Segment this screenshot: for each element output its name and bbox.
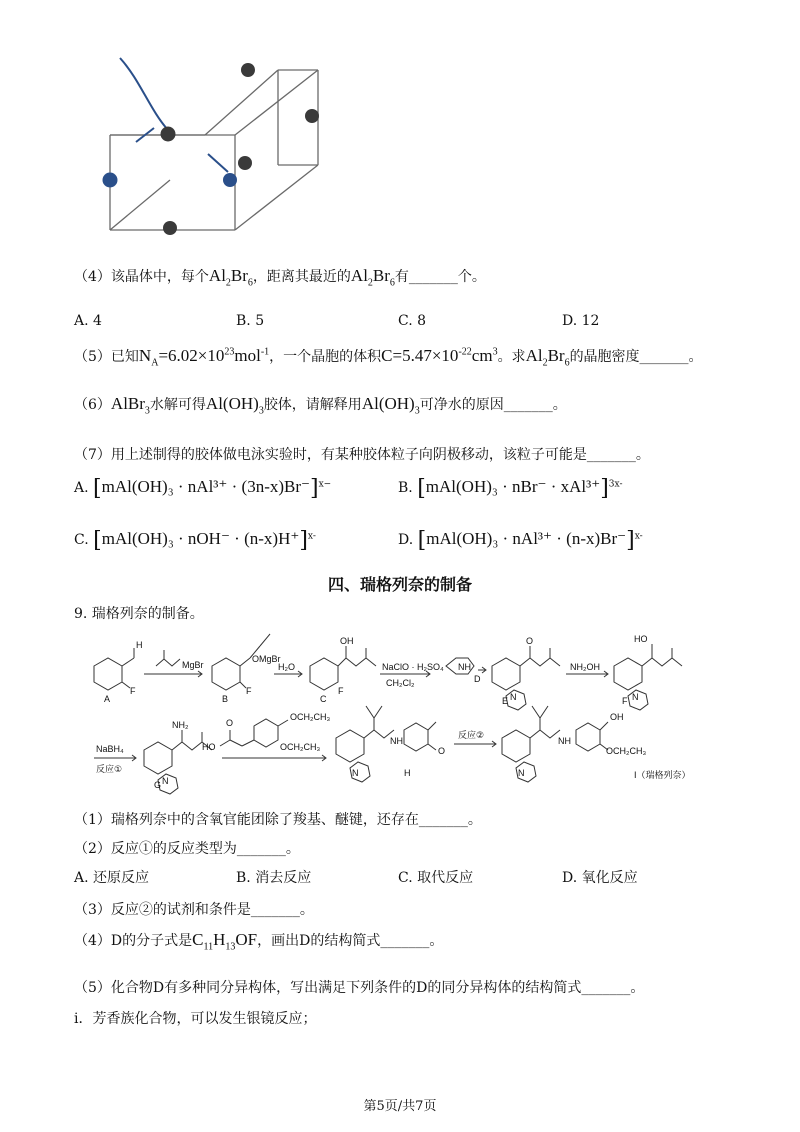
reagent-nh2oh: NH₂OH [570, 662, 600, 672]
reagent-nh: NH [458, 662, 471, 672]
q7-option-c[interactable]: C. $[mAl(OH)_3 \cdot nOH^- \cdot (n-x)H^+]^{x-}$ [74, 528, 316, 553]
atom-nh2: NH₂ [172, 720, 189, 730]
q7-option-b[interactable]: B. $[mAl(OH)_3 \cdot nBr^- \cdot xAl^{3+}]^{3x-}$ [398, 476, 623, 501]
q4-option-a[interactable]: A. 4 [74, 313, 102, 329]
atom-o-h: O [438, 746, 446, 756]
atom-n-f: N [632, 692, 639, 702]
label-b: B [222, 694, 229, 704]
crystal-cell-figure [90, 50, 340, 250]
label-i: I（瑞格列奈） [634, 770, 691, 780]
atom-ho-f: HO [634, 634, 648, 644]
q9-sub5: （5）化合物D有多种同分异构体，写出满足下列条件的D的同分异构体的结构简式_______。 [74, 980, 645, 996]
q6-stem: （6）AlBr$_3$水解可得$Al(OH)_3$胶体，请解释用$Al(OH)_3$可净水的原因_______。 [74, 394, 567, 417]
atom-f-b: F [246, 686, 252, 696]
q4-option-b[interactable]: B. 5 [236, 313, 265, 329]
atom-f: F [130, 686, 136, 696]
q9-sub2-option-b[interactable]: B. 消去反应 [236, 870, 312, 886]
atom-o-acid: O [226, 718, 234, 728]
reagent-reaction1: 反应① [96, 764, 123, 774]
section-heading: 四、瑞格列奈的制备 [327, 575, 472, 594]
atom-cooh: OH [610, 712, 624, 722]
reagent-h2o: H₂O [278, 662, 295, 672]
atom-n-h: N [352, 768, 359, 778]
q4-stem: （4）该晶体中，每个$Al_2Br_6$，距离其最近的$Al_2Br_6$有_______个。 [74, 266, 486, 289]
reagent-mgbr: MgBr [182, 660, 204, 670]
q7-option-a[interactable]: A. $[mAl(OH)_3 \cdot nAl^{3+} \cdot (3n-x)Br^-]^{x-}$ [74, 476, 332, 501]
q7-stem: （7）用上述制得的胶体做电泳实验时，有某种胶体粒子向阴极移动，该粒子可能是_______。 [74, 447, 650, 463]
q7-option-d[interactable]: D. $[mAl(OH)_3 \cdot nAl^{3+} \cdot (n-x)Br^-]^{x-}$ [398, 528, 643, 553]
q9-sub2-option-d[interactable]: D. 氧化反应 [562, 870, 638, 886]
q4-option-d[interactable]: D. 12 [562, 313, 600, 329]
q9-sub5-condition-i: i．芳香族化合物，可以发生银镜反应； [74, 1011, 317, 1027]
q9-sub2-option-c[interactable]: C. 取代反应 [398, 870, 474, 886]
atom-oh: OH [340, 636, 354, 646]
atom-omgbr: OMgBr [252, 654, 281, 664]
page-footer: 第5页/共7页 [363, 1099, 437, 1114]
label-c: C [320, 694, 327, 704]
q9-sub2-option-a[interactable]: A. 还原反应 [74, 870, 150, 886]
q9-title: 9. 瑞格列奈的制备。 [74, 606, 204, 622]
atom-ester: OCH₂CH₃ [290, 712, 331, 722]
reagent-naclo: NaClO · H₂SO₄ [382, 662, 444, 672]
atom-oc2h5: OCH₂CH₃ [280, 742, 321, 752]
atom-n-i: N [518, 768, 525, 778]
label-f: F [622, 696, 628, 706]
q9-sub1: （1）瑞格列奈中的含氧官能团除了羧基、醚键，还存在_______。 [74, 812, 482, 828]
q5-stem: （5）已知$N_A=6.02\times 10^{23}mol^{-1}$，一个晶胞的体积$C=5.47\times 10^{-22}cm^3$。求$Al_2Br_6$的晶胞密度_______。 [74, 346, 703, 369]
atom-f-c: F [338, 686, 344, 696]
atom-ho-acid: HO [202, 742, 216, 752]
q9-sub2: （2）反应①的反应类型为_______。 [74, 841, 300, 857]
atom-n-e: N [510, 692, 517, 702]
q9-sub3: （3）反应②的试剂和条件是_______。 [74, 902, 314, 918]
q4-option-c[interactable]: C. 8 [398, 313, 427, 329]
reaction-scheme [74, 626, 734, 802]
reagent-reaction2: 反应② [458, 730, 485, 740]
label-a: A [104, 694, 111, 704]
atom-nh-i: NH [558, 736, 571, 746]
atom-oc2h5-i: OCH₂CH₃ [606, 746, 647, 756]
atom-h: H [136, 640, 143, 650]
q9-sub4: （4）D的分子式是$C_{11}H_{13}OF$，画出D的结构简式_______。 [74, 930, 444, 953]
atom-n-g: N [162, 776, 169, 786]
label-h: H [404, 768, 411, 778]
reagent-nabh4: NaBH₄ [96, 744, 124, 754]
label-d: D [474, 674, 481, 684]
label-g: G [154, 780, 162, 790]
atom-o-e: O [526, 636, 534, 646]
reagent-ch2cl2: CH₂Cl₂ [386, 678, 415, 688]
atom-nh-h: NH [390, 736, 403, 746]
label-e: E [502, 696, 509, 706]
